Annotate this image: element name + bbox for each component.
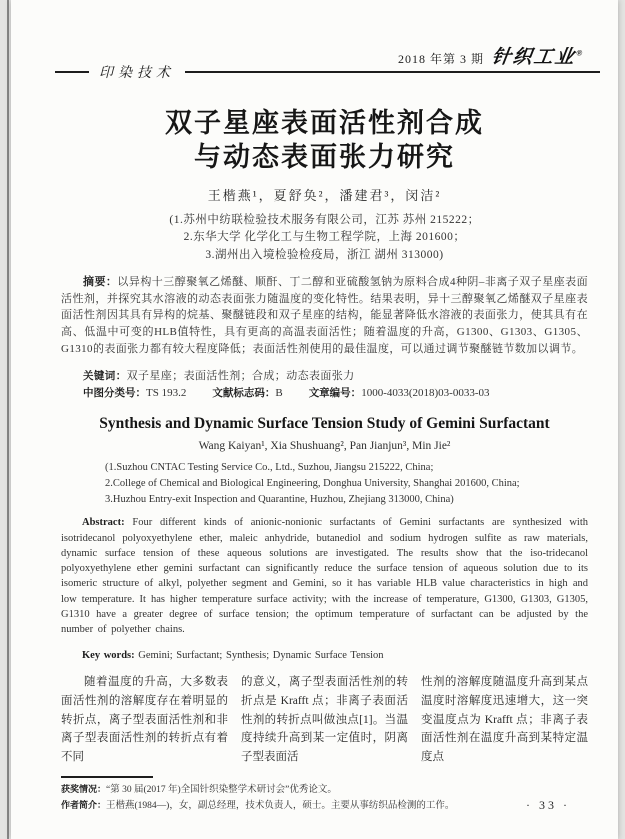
keywords-en [61,648,588,664]
abstract-cn [61,274,588,358]
page-number: · 33 · [526,798,570,812]
affiliation-en-1: (1.Suzhou CNTAC Testing Service Co., Ltd., Suzhou, Jiangsu 215222, China; [105,462,434,474]
affiliation-cn-3: 3.湖州出入境检验检疫局，浙江 湖州 313000) [205,248,444,261]
title-line-2: 与动态表面张力研究 [194,142,455,173]
abstract-text-cn: 以异构十三醇聚氧乙烯醚、顺酐、丁二醇和亚硫酸氢钠为原料合成4种阴–非离子双子星座表面活性剂，并探究其水溶液的动态表面张力随温度的变化特性。结果表明，异十三醇聚氧乙烯醚双子星座表面活性剂因其具有异构的烷基、聚醚链段和双子星座的结构，能显著降低水溶液的表面张力，使其具有在高、低温中可变的HLB值特性，具有更高的高温表面活性；随着温度的升高，G1300、G1303、G1305、G1310的表面张力都有较大程度降低；表面活性剂使用的最佳温度，可以通过调节聚醚链节数加以调节。 [61,275,588,355]
authors-cn: 王楷燕¹，夏舒奂²，潘建君³，闵洁² [207,188,442,204]
footnotes [61,782,588,814]
footnote-bio [61,798,588,814]
bio-label: 作者简介： [61,799,107,810]
bio-text: 王楷燕(1984—)，女，副总经理，技术负责人，硕士。主要从事纺织品检测的工作。 [106,800,455,811]
abstract-text-en: Four different kinds of anionic-nonionic surfactants of Gemini surfactants are synthesized with isotridecanol polyoxyethylene ether, maleic anhydride, butanediol and sodium hydrogen sulfite as raw materials, dynamic surface tension of these aqueous solutions are investigated. The results show that the iso-tridecanol polyoxyethylene ether gemini surfactant can significantly reduce the surface tension of aqueous solution due to its isomeric structure of alkyl, polyether segment and Gemini, so it has variable HLB value characteristics in high and low temperature. It has higher temperature surface activity; with the increase of temperature, G1300, G1303, G1305, G1310 have a greater degree of surface tension; the optimum temperature of surfactant can be adjusted by the number of polyether chains. [61,517,588,635]
award-label: 获奖情况： [61,783,107,794]
clc-label: 中图分类号： [83,387,146,400]
affiliation-cn-2: 2.东华大学 化学化工与生物工程学院，上海 201600； [183,231,466,244]
footnote-separator [61,776,153,778]
meta-line [61,385,588,402]
title-line-1: 双子星座表面活性剂合成 [165,108,484,138]
affiliation-cn-1: (1.苏州中纺联检验技术服务有限公司，江苏 苏州 215222； [169,214,480,227]
article-id-label: 文章编号： [308,387,362,400]
journal-page [11,0,618,839]
keywords-label-cn: 关键词： [83,370,127,383]
registered-mark: ® [575,48,585,58]
affiliation-en-2: 2.College of Chemical and Biological Engineering, Donghua University, Shanghai 201600, China; [105,477,520,489]
keywords-text-en: Gemini; Surfactant; Synthesis; Dynamic Surface Tension [138,649,384,661]
issue-label: 2018 年第 3 期 [397,52,484,66]
award-text: “第 30 届(2017 年)全国针织染整学术研讨会”优秀论文。 [106,784,337,795]
article-id-value: 1000-4033(2018)03-0033-03 [361,387,490,400]
abstract-label-cn: 摘要： [83,275,118,288]
article-title-en: Synthesis and Dynamic Surface Tension Study of Gemini Surfactant [99,415,550,433]
scan-spine-edge [7,0,9,839]
footnote-award [61,782,588,798]
article-content [61,0,588,814]
abstract-label-en: Abstract: [82,517,125,529]
doc-code-value: B [275,387,283,400]
affiliations-cn [61,212,588,264]
keywords-label-en: Key words: [82,649,135,661]
section-label: 印染技术 [99,66,175,81]
doc-code-label: 文献标志码： [212,387,276,400]
article-title-cn [61,106,588,174]
authors-en: Wang Kaiyan¹, Xia Shushuang², Pan Jianjun³, Min Jie² [198,440,451,453]
abstract-en [61,515,588,637]
body-column-2: 的意义，离子型表面活性剂的转折点是 Krafft 点；非离子表面活性剂的转折点叫做浊点[1]。当温度持续升高到某一定值时，阴离子型表面活 [241,676,408,763]
body-column-3: 性剂的溶解度随温度升高到某点温度时溶解度迅速增大，这一突变温度点为 Krafft 点；非离子表面活性剂在温度升高到某特定温度点 [421,676,588,763]
body-column-1: 随着温度的升高，大多数表面活性剂的溶解度存在着明显的转折点，离子型表面活性剂和非离子型表面活性剂的转折点有着不同 [61,676,228,763]
keywords-cn [61,368,588,385]
clc-value: TS 193.2 [146,387,187,400]
affiliation-en-3: 3.Huzhou Entry-exit Inspection and Quarantine, Huzhou, Zhejiang 313000, China) [105,493,454,505]
journal-logo-text: 针织工业 [490,47,578,68]
keywords-text-cn: 双子星座；表面活性剂；合成；动态表面张力 [126,370,355,383]
body-columns [61,673,588,766]
affiliations-en [61,460,588,507]
